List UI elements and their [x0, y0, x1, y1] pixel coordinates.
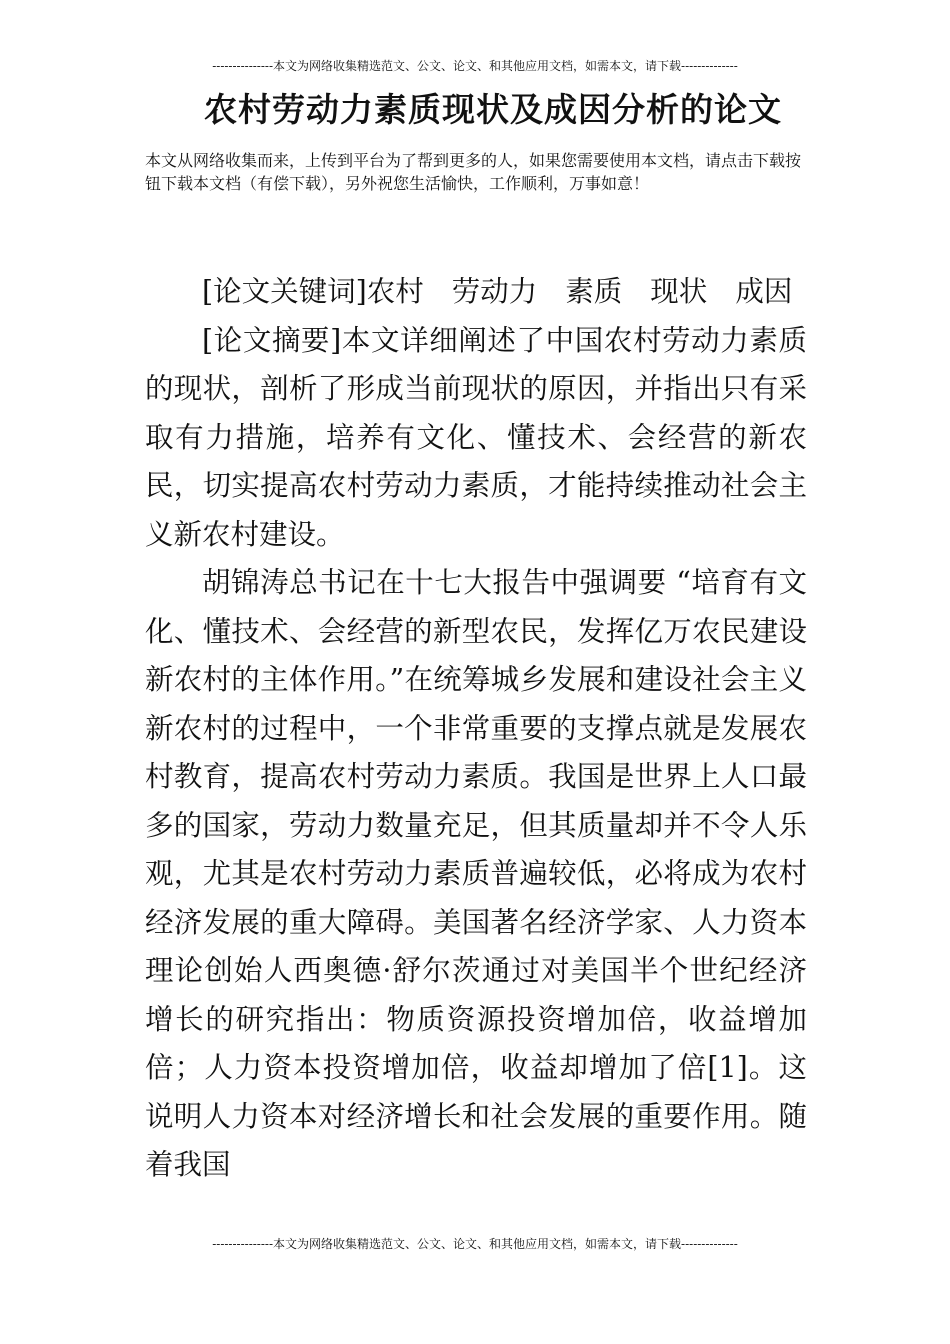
abstract-paragraph: [论文摘要]本文详细阐述了中国农村劳动力素质的现状，剖析了形成当前现状的原因，并指出只有采取有力措施，培养有文化、懂技术、会经营的新农民，切实提高农村劳动力素质，才能持续推动社会主义新农村建设。 — [145, 323, 807, 551]
intro-note: 本文从网络收集而来，上传到平台为了帮到更多的人，如果您需要使用本文档，请点击下载按钮下载本文档（有偿下载），另外祝您生活愉快，工作顺利，万事如意！ — [145, 151, 802, 193]
keyword: 成因 — [735, 275, 793, 308]
keyword: 素质 — [565, 275, 623, 308]
page-header-banner: ---------------本文为网络收集精选范文、公文、论文、和其他应用文档，如需本文，请下载-------------- — [212, 59, 738, 73]
keywords-label: [论文关键词] — [202, 275, 367, 308]
document-body — [145, 268, 807, 1190]
keyword: 农村 — [366, 275, 424, 308]
body-paragraph: 胡锦涛总书记在十七大报告中强调要 “培育有文化、懂技术、会经营的新型农民，发挥亿万农民建设新农村的主体作用。”在统筹城乡发展和建设社会主义新农村的过程中，一个非常重要的支撑点就是发展农村教育，提高农村劳动力素质。我国是世界上人口最多的国家，劳动力数量充足，但其质量却并不令人乐观，尤其是农村劳动力素质普遍较低，必将成为农村经济发展的重大障碍。美国著名经济学家、人力资本理论创始人西奥德·舒尔茨通过对美国半个世纪经济增长的研究指出：物质资源投资增加倍，收益增加倍；人力资本投资增加倍，收益却增加了倍[1]。这说明人力资本对经济增长和社会发展的重要作用。随着我国 — [145, 566, 807, 1181]
document-title: 农村劳动力素质现状及成因分析的论文 — [204, 90, 782, 129]
page-footer-banner: ---------------本文为网络收集精选范文、公文、论文、和其他应用文档，如需本文，请下载-------------- — [212, 1237, 738, 1251]
keyword: 现状 — [650, 275, 708, 308]
keyword: 劳动力 — [451, 275, 538, 308]
keywords-line — [145, 268, 807, 317]
